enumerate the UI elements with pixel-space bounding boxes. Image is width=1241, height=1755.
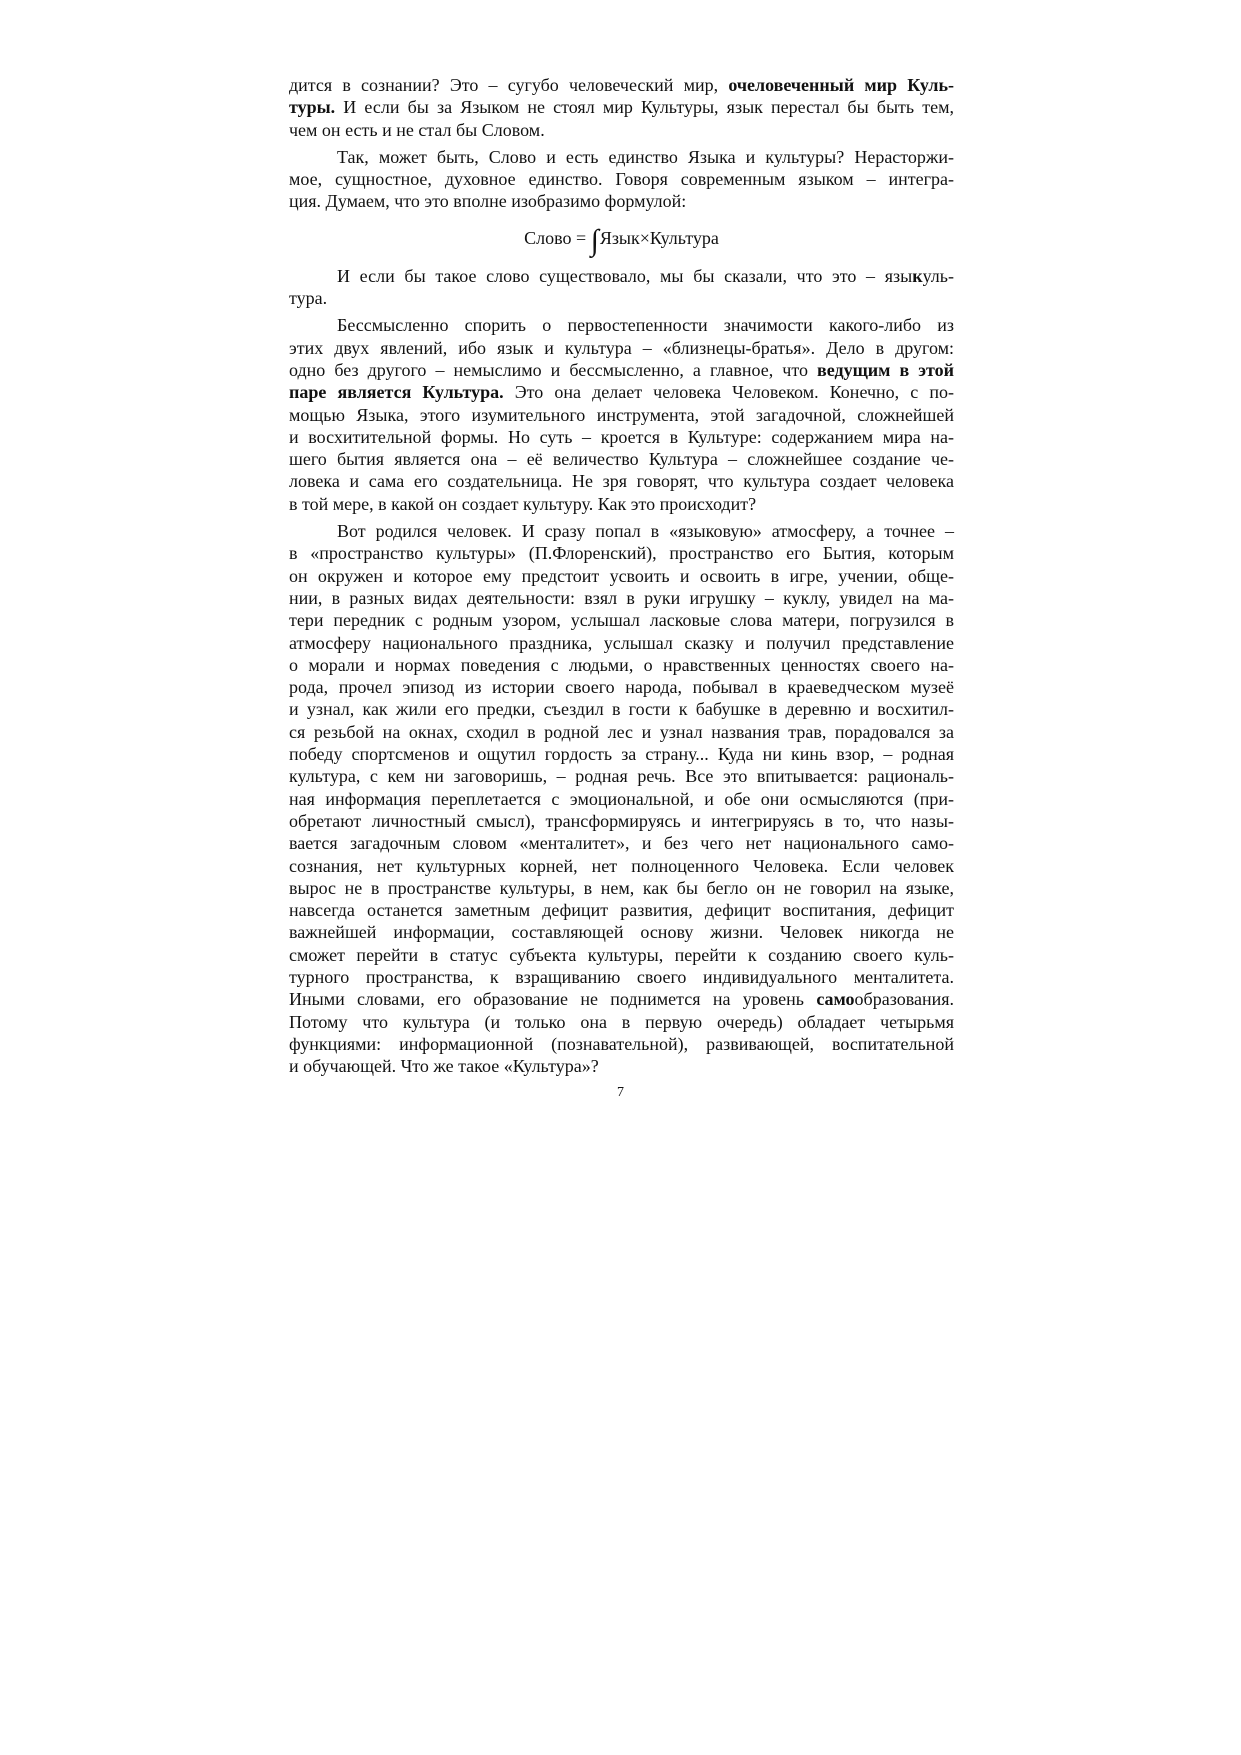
text-line: и узнал, как жили его предки, съездил в гости к бабушке в деревню и восхитил-: [289, 699, 954, 720]
text-line: мощью Языка, этого изумительного инструмента, этой загадочной, сложнейшей: [289, 404, 954, 425]
text-line: шего бытия является она – её величество Культура – сложнейшее создание че-: [289, 449, 954, 470]
text-line: победу спортсменов и ощутил гордость за страну... Куда ни кинь взор, – родная: [289, 744, 954, 765]
formula: [289, 223, 954, 257]
bold-text: паре является Культура.: [289, 382, 504, 403]
text-line: Потому что культура (и только она в первую очередь) обладает четырьмя: [289, 1011, 954, 1032]
bold-text: само: [816, 989, 855, 1010]
text-line: рода, прочел эпизод из истории своего народа, побывал в краеведческом музеё: [289, 677, 954, 698]
text-line: ная информация переплетается с эмоциональной, и обе они осмысляются (при-: [289, 788, 954, 809]
text-line: этих двух явлений, ибо язык и культура – «близнецы-братья». Дело в другом:: [289, 337, 954, 358]
text-line: функциями: информационной (познавательной), развивающей, воспитательной: [289, 1033, 954, 1054]
paragraph-2: [289, 146, 954, 213]
integral-symbol: ∫: [590, 223, 599, 257]
bold-text: ведущим в этой: [817, 359, 954, 380]
paragraph-4: [289, 314, 954, 515]
text-line: Так, может быть, Слово и есть единство Языка и культуры? Нерасторжи-: [337, 146, 954, 167]
text-run: И если бы за Языком не стоял мир Культуры, язык перестал бы быть тем,: [335, 97, 954, 118]
text-run: И если бы такое слово существовало, мы бы сказали, что это – язы: [337, 265, 913, 286]
text-line: нии, в разных видах деятельности: взял в руки игрушку – куклу, увидел на ма-: [289, 587, 954, 608]
page-text-block: [289, 74, 954, 1077]
page-number: 7: [617, 1085, 624, 1100]
text-run: Иными словами, его образование не поднимется на уровень: [289, 989, 817, 1010]
text-line: ция. Думаем, что это вполне изобразимо формулой:: [289, 191, 687, 212]
text-line: и восхитительной формы. Но суть – кроется в Культуре: содержанием мира на-: [289, 426, 954, 447]
text-line: тери передник с родным узором, услышал ласковые слова матери, погрузился в: [289, 610, 954, 631]
text-line: вается загадочным словом «менталитет», и без чего нет национального само-: [289, 833, 954, 854]
text-line: турного пространства, к взращиванию своего индивидуального менталитета.: [289, 966, 954, 987]
text-line: Вот родился человек. И сразу попал в «языковую» атмосферу, а точнее –: [337, 521, 954, 542]
text-line: атмосферу национального праздника, услышал сказку и получил представление: [289, 632, 954, 653]
text-line: и обучающей. Что же такое «Культура»?: [289, 1056, 599, 1077]
text-run: уль-: [922, 265, 954, 286]
text-line: ся резьбой на окнах, сходил в родной лес и узнал названия трав, порадовался за: [289, 721, 954, 742]
bold-text: к: [912, 265, 923, 286]
bold-text: очеловеченный мир Куль-: [728, 75, 954, 95]
text-line: [289, 96, 954, 118]
text-run: одно без другого – немыслимо и бессмысленно, а главное, что: [289, 359, 818, 380]
formula-rhs: Язык×Культура: [599, 227, 719, 248]
text-line: навсегда останется заметным дефицит развития, дефицит воспитания, дефицит: [289, 900, 954, 921]
text-line: культура, с кем ни заговоришь, – родная речь. Все это впитывается: рациональ-: [289, 766, 954, 787]
text-line: о морали и нормах поведения с людьми, о нравственных ценностях своего на-: [289, 654, 954, 675]
text-line: мое, сущностное, духовное единство. Говоря современным языком – интегра-: [289, 169, 954, 190]
bold-text: туры.: [289, 97, 336, 118]
text-line: в той мере, в какой он создает культуру. Как это происходит?: [289, 493, 757, 514]
text-line: вырос не в пространстве культуры, в нем, как бы бегло он не говорил на языке,: [289, 877, 954, 898]
paragraph-5: [289, 520, 954, 1077]
text-run: образования.: [854, 989, 954, 1010]
text-line: важнейшей информации, составляющей основу жизни. Человек никогда не: [289, 922, 954, 943]
text-line: [289, 988, 954, 1010]
text-line: [289, 381, 954, 403]
text-run: Это она делает человека Человеком. Конечно, с по-: [503, 382, 954, 403]
text-line: он окружен и которое ему предстоит усвоить и освоить в игре, учении, обще-: [289, 565, 954, 586]
text-line: [289, 359, 954, 381]
text-line: сознания, нет культурных корней, нет полноценного Человека. Если человек: [289, 855, 954, 876]
text-line: [289, 265, 954, 287]
paragraph-3: [289, 265, 954, 310]
text-line: в «пространство культуры» (П.Флоренский), пространство его Бытия, которым: [289, 543, 954, 564]
text-line: [289, 74, 954, 96]
text-line: сможет перейти в статус субъекта культуры, перейти к созданию своего куль-: [289, 944, 954, 965]
formula-lhs: Слово =: [524, 227, 591, 248]
text-line: Бессмысленно спорить о первостепенности значимости какого-либо из: [337, 315, 954, 336]
text-line: чем он есть и не стал бы Словом.: [289, 119, 545, 140]
text-line: ловека и сама его создательница. Не зря говорят, что культура создает человека: [289, 471, 954, 492]
text-line: обретают личностный смысл), трансформируясь и интегрируясь в то, что назы-: [289, 810, 954, 831]
text-line: тура.: [289, 288, 328, 309]
paragraph-1: [289, 74, 954, 141]
text-run: дится в сознании? Это – сугубо человеческий мир,: [289, 75, 729, 95]
